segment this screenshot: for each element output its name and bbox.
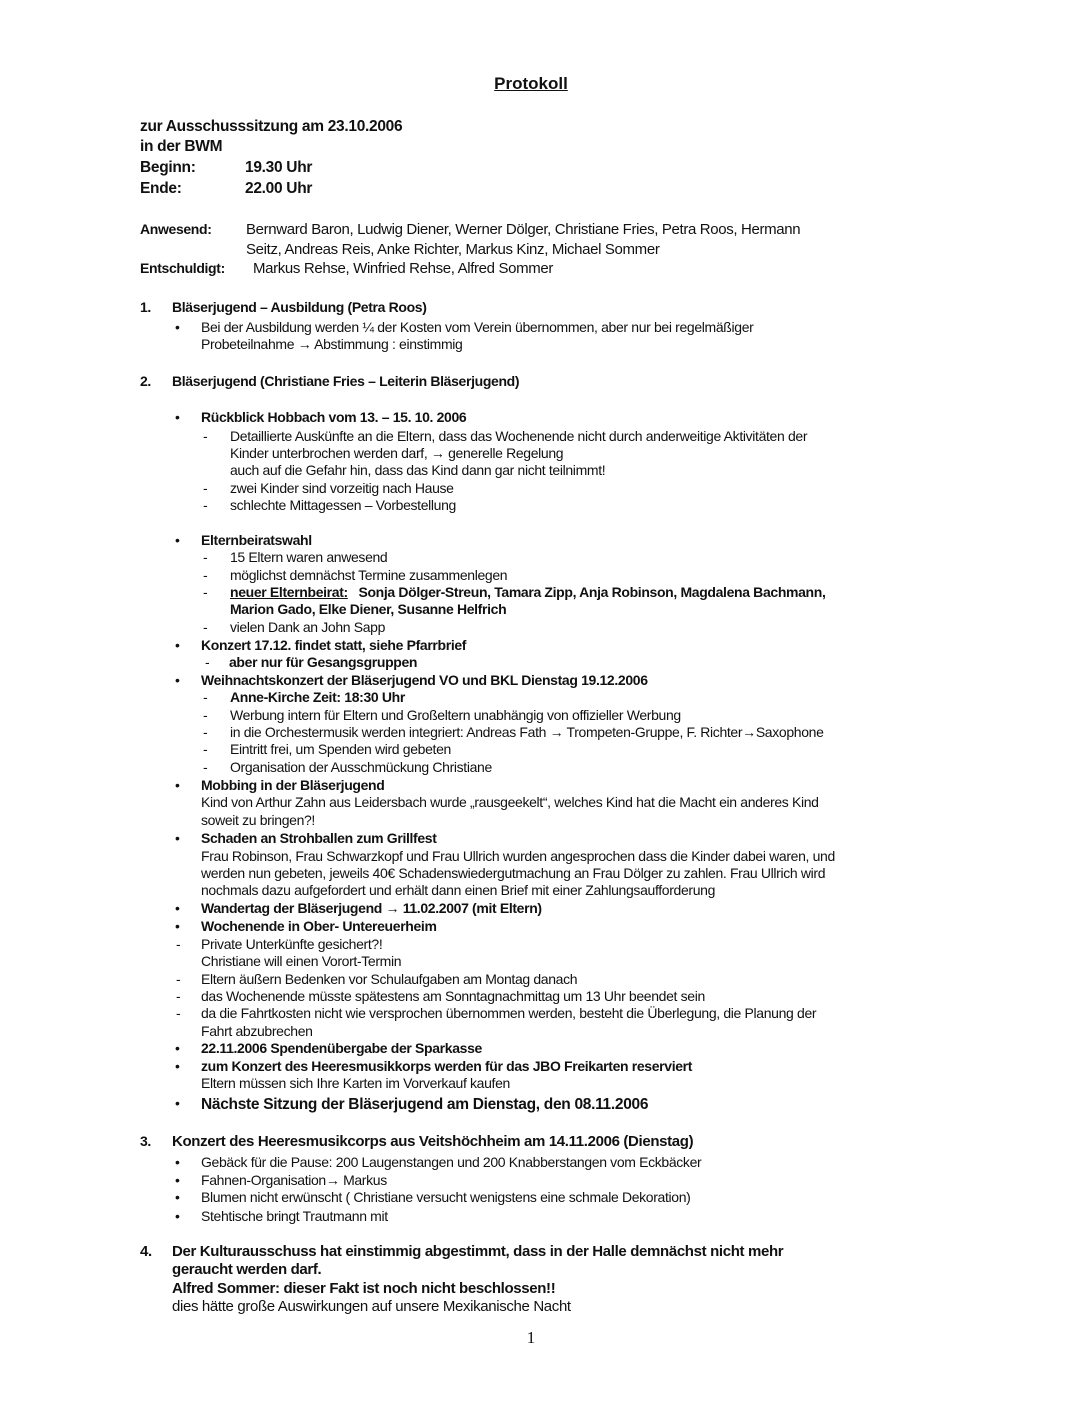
begin-value: 19.30 Uhr xyxy=(245,159,313,176)
dash-icon: - xyxy=(203,741,208,757)
list-item-cont: Christiane will einen Vorort-Termin xyxy=(201,953,402,969)
section-number: 2. xyxy=(140,373,151,389)
list-item: Anne-Kirche Zeit: 18:30 Uhr xyxy=(230,689,405,705)
dash-icon: - xyxy=(203,549,208,565)
document-title: Protokoll xyxy=(494,74,568,93)
list-item: in die Orchestermusik werden integriert: Andreas Fath → Trompeten-Gruppe, F. Richter→Saxophone xyxy=(230,724,824,740)
list-item: Stehtische bringt Trautmann mit xyxy=(201,1208,388,1224)
paragraph: dies hätte große Auswirkungen auf unsere Mexikanische Nacht xyxy=(172,1298,571,1315)
topic-heading: Elternbeiratswahl xyxy=(201,532,312,548)
list-item-cont: Probeteilnahme → Abstimmung : einstimmig xyxy=(201,336,463,352)
topic-heading: Mobbing in der Bläserjugend xyxy=(201,777,385,793)
bullet-icon: • xyxy=(175,1040,180,1056)
begin-label: Beginn: xyxy=(140,159,196,176)
section-heading-cont: geraucht werden darf. xyxy=(172,1261,322,1278)
bullet-icon: • xyxy=(175,777,180,793)
dash-icon: - xyxy=(203,480,208,496)
section-heading: Konzert des Heeresmusikcorps aus Veitshöchheim am 14.11.2006 (Dienstag) xyxy=(172,1133,694,1150)
section-number: 1. xyxy=(140,299,151,315)
dash-icon: - xyxy=(203,707,208,723)
bullet-icon: • xyxy=(175,637,180,653)
list-item-cont: Kinder unterbrochen werden darf, → generelle Regelung xyxy=(230,445,564,461)
list-item: Eltern äußern Bedenken vor Schulaufgaben am Montag danach xyxy=(201,971,578,987)
list-item: Detaillierte Auskünfte an die Eltern, dass das Wochenende nicht durch anderweitige Aktivitäten der xyxy=(230,428,808,444)
list-item-cont: auch auf die Gefahr hin, dass das Kind dann gar nicht teilnimmt! xyxy=(230,462,606,478)
bullet-icon: • xyxy=(175,409,180,425)
list-item: möglichst demnächst Termine zusammenlegen xyxy=(230,567,508,583)
list-item: Bei der Ausbildung werden ¼ der Kosten vom Verein übernommen, aber nur bei regelmäßiger xyxy=(201,319,754,335)
list-item: 15 Eltern waren anwesend xyxy=(230,549,388,565)
section-heading: Der Kulturausschuss hat einstimmig abgestimmt, dass in der Halle demnächst nicht mehr xyxy=(172,1243,784,1260)
excused-label: Entschuldigt: xyxy=(140,260,225,276)
end-value: 22.00 Uhr xyxy=(245,180,313,197)
dash-icon: - xyxy=(205,654,210,670)
list-item: Organisation der Ausschmückung Christiane xyxy=(230,759,492,775)
present-list: Bernward Baron, Ludwig Diener, Werner Dölger, Christiane Fries, Petra Roos, Hermann xyxy=(246,221,801,238)
list-item-cont: Fahrt abzubrechen xyxy=(201,1023,313,1039)
list-item: Fahnen-Organisation→ Markus xyxy=(201,1172,387,1188)
topic-heading: Wandertag der Bläserjugend → 11.02.2007 (mit Eltern) xyxy=(201,900,542,916)
bullet-icon: • xyxy=(175,1189,180,1205)
meeting-line: zur Ausschusssitzung am 23.10.2006 xyxy=(140,118,403,135)
bullet-icon: • xyxy=(175,672,180,688)
list-item: Private Unterkünfte gesichert?! xyxy=(201,936,383,952)
dash-icon: - xyxy=(203,584,208,600)
dash-icon: - xyxy=(176,988,181,1004)
paragraph: Eltern müssen sich Ihre Karten im Vorverkauf kaufen xyxy=(201,1075,510,1091)
excused-list: Markus Rehse, Winfried Rehse, Alfred Sommer xyxy=(253,260,554,277)
list-item: aber nur für Gesangsgruppen xyxy=(229,654,418,670)
topic-heading: zum Konzert des Heeresmusikkorps werden für das JBO Freikarten reserviert xyxy=(201,1058,693,1074)
list-item xyxy=(230,584,826,601)
paragraph: Kind von Arthur Zahn aus Leidersbach wurde „rausgeekelt“, welches Kind hat die Macht ein anderes Kind xyxy=(201,794,819,810)
list-item: zwei Kinder sind vorzeitig nach Hause xyxy=(230,480,454,496)
topic-heading: 22.11.2006 Spendenübergabe der Sparkasse xyxy=(201,1040,482,1056)
list-item: Gebäck für die Pause: 200 Laugenstangen und 200 Knabberstangen vom Eckbäcker xyxy=(201,1154,702,1170)
paragraph: Frau Robinson, Frau Schwarzkopf und Frau Ullrich wurden angesprochen dass die Kinder dabei waren, und xyxy=(201,848,835,864)
bullet-icon: • xyxy=(175,532,180,548)
bullet-icon: • xyxy=(175,319,180,335)
objection-note: Alfred Sommer: dieser Fakt ist noch nicht beschlossen!! xyxy=(172,1280,556,1297)
dash-icon: - xyxy=(203,428,208,444)
new-board-label: neuer Elternbeirat: xyxy=(230,584,348,600)
end-label: Ende: xyxy=(140,180,182,197)
paragraph-cont: werden nun gebeten, jeweils 40€ Schadenswiedergutmachung an Frau Dölger zu zahlen. Frau Ullrich wird xyxy=(201,865,826,881)
dash-icon: - xyxy=(176,971,181,987)
page-number: 1 xyxy=(526,1328,536,1347)
dash-icon: - xyxy=(203,567,208,583)
present-label: Anwesend: xyxy=(140,221,212,237)
dash-icon: - xyxy=(176,936,181,952)
dash-icon: - xyxy=(203,689,208,705)
dash-icon: - xyxy=(203,724,208,740)
bullet-icon: • xyxy=(175,1095,180,1111)
new-board-members: Sonja Dölger-Streun, Tamara Zipp, Anja Robinson, Magdalena Bachmann, xyxy=(358,584,826,600)
bullet-icon: • xyxy=(175,918,180,934)
topic-heading: Schaden an Strohballen zum Grillfest xyxy=(201,830,437,846)
bullet-icon: • xyxy=(175,1208,180,1224)
list-item: Eintritt frei, um Spenden wird gebeten xyxy=(230,741,451,757)
bullet-icon: • xyxy=(175,900,180,916)
dash-icon: - xyxy=(203,497,208,513)
present-list-cont: Seitz, Andreas Reis, Anke Richter, Markus Kinz, Michael Sommer xyxy=(246,241,660,258)
bullet-icon: • xyxy=(175,1058,180,1074)
paragraph-cont: nochmals dazu aufgefordert und erhält dann einen Brief mit einer Zahlungsaufforderung xyxy=(201,882,716,898)
next-meeting: Nächste Sitzung der Bläserjugend am Dienstag, den 08.11.2006 xyxy=(201,1096,649,1113)
topic-heading: Wochenende in Ober- Untereuerheim xyxy=(201,918,437,934)
location-line: in der BWM xyxy=(140,138,223,155)
list-item: Blumen nicht erwünscht ( Christiane versucht wenigstens eine schmale Dekoration) xyxy=(201,1189,691,1205)
topic-heading: Konzert 17.12. findet statt, siehe Pfarrbrief xyxy=(201,637,467,653)
bullet-icon: • xyxy=(175,1172,180,1188)
paragraph-cont: soweit zu bringen?! xyxy=(201,812,315,828)
bullet-icon: • xyxy=(175,1154,180,1170)
list-item: da die Fahrtkosten nicht wie versprochen übernommen werden, besteht die Überlegung, die Planung der xyxy=(201,1005,817,1021)
section-number: 4. xyxy=(140,1243,152,1260)
list-item: vielen Dank an John Sapp xyxy=(230,619,386,635)
dash-icon: - xyxy=(176,1005,181,1021)
topic-heading: Weihnachtskonzert der Bläserjugend VO und BKL Dienstag 19.12.2006 xyxy=(201,672,648,688)
section-heading: Bläserjugend – Ausbildung (Petra Roos) xyxy=(172,299,427,315)
list-item-cont: Marion Gado, Elke Diener, Susanne Helfrich xyxy=(230,601,507,617)
section-number: 3. xyxy=(140,1133,151,1149)
dash-icon: - xyxy=(203,759,208,775)
dash-icon: - xyxy=(203,619,208,635)
topic-heading: Rückblick Hobbach vom 13. – 15. 10. 2006 xyxy=(201,409,467,425)
bullet-icon: • xyxy=(175,830,180,846)
list-item: das Wochenende müsste spätestens am Sonntagnachmittag um 13 Uhr beendet sein xyxy=(201,988,705,1004)
list-item: schlechte Mittagessen – Vorbestellung xyxy=(230,497,456,513)
section-heading: Bläserjugend (Christiane Fries – Leiterin Bläserjugend) xyxy=(172,373,520,389)
list-item: Werbung intern für Eltern und Großeltern unabhängig von offizieller Werbung xyxy=(230,707,681,723)
